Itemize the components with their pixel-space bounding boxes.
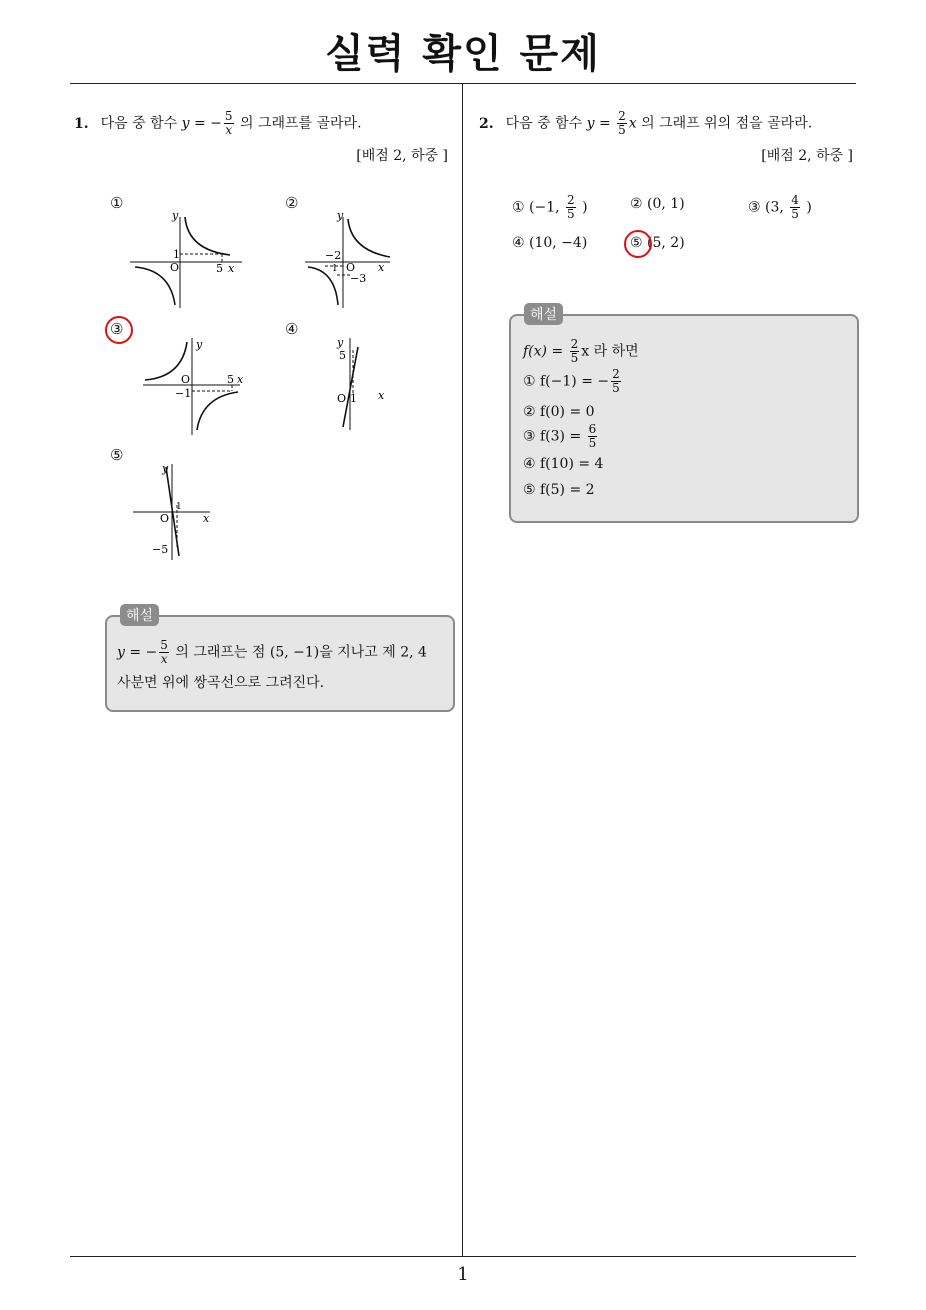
axis-x-label: x	[203, 512, 210, 525]
tick-label: −5	[152, 543, 169, 556]
tick-label: 5	[227, 373, 234, 386]
choice-2: ② (0, 1)	[630, 196, 685, 212]
graph-option-4	[330, 335, 400, 440]
solution-line-6: ⑤ f(5) = 2	[523, 482, 595, 498]
axis-y-label: y	[162, 462, 169, 475]
origin-label: O	[160, 512, 170, 525]
graph-option-5	[130, 462, 220, 562]
tick-label: 1	[332, 264, 338, 274]
equation-lhs: y = −	[181, 115, 222, 132]
option-label-1: ①	[110, 194, 124, 212]
origin-label: O	[170, 261, 180, 274]
choice-5: ⑤ (5, 2)	[630, 235, 685, 251]
question-meta: [배점 2, 하중 ]	[356, 148, 448, 164]
option-label-5: ⑤	[110, 446, 124, 464]
solution-line-2: ① f(−1) = − $\frac{2}{5}$	[523, 367, 620, 395]
graph-option-2	[305, 205, 425, 310]
fraction: $\frac{5}{x}$	[224, 109, 233, 137]
solution-box-1	[105, 615, 455, 712]
question-2	[479, 110, 812, 137]
tick-label: 5	[216, 262, 223, 275]
page-title: 실력 확인 문제	[325, 31, 601, 77]
question-number: 1.	[74, 115, 89, 132]
graph-option-1	[130, 205, 250, 310]
solution-line-5: ④ f(10) = 4	[523, 456, 604, 472]
header-divider	[70, 83, 856, 84]
question-text-post: 의 그래프 위의 점을 골라라.	[636, 115, 813, 132]
column-divider	[462, 84, 463, 1257]
axis-x-label: x	[228, 262, 235, 275]
axis-x-label: x	[237, 373, 244, 386]
axis-y-label: y	[196, 338, 203, 351]
tick-label: −1	[175, 387, 192, 400]
choice-1: ① (−1, $\frac{2}{5}$ )	[512, 193, 588, 221]
option-label-2: ②	[285, 194, 299, 212]
question-number: 2.	[479, 115, 494, 132]
tick-label: 1	[173, 248, 180, 261]
solution-line-1: f(x) = $\frac{2}{5}$ x 라 하면	[523, 337, 639, 365]
solution-box-2	[509, 314, 859, 523]
axis-y-label: y	[172, 209, 179, 222]
tick-label: 1	[350, 392, 357, 405]
solution-line-2: 사분면 위에 쌍곡선으로 그려진다.	[117, 675, 325, 691]
solution-tag: 해설	[120, 604, 159, 626]
solution-tag: 해설	[524, 303, 563, 325]
question-meta: [배점 2, 하중 ]	[761, 148, 853, 164]
page-number: 1	[457, 1264, 469, 1285]
axis-x-label: x	[378, 389, 385, 402]
tick-label: −3	[350, 272, 367, 285]
axis-y-label: y	[337, 209, 344, 222]
axis-y-label: y	[337, 336, 344, 349]
origin-label: O	[337, 392, 347, 405]
option-label-4: ④	[285, 320, 299, 338]
footer-divider	[70, 1256, 856, 1257]
choice-3: ③ (3, $\frac{4}{5}$ )	[748, 193, 812, 221]
question-text: 다음 중 함수	[100, 115, 182, 132]
choice-4: ④ (10, −4)	[512, 235, 588, 251]
solution-line-4: ③ f(3) = $\frac{6}{5}$	[523, 422, 597, 450]
question-text: 다음 중 함수	[505, 115, 587, 132]
option-label-3: ③	[110, 320, 124, 338]
solution-line-3: ② f(0) = 0	[523, 404, 595, 420]
answer-mark-circle	[624, 230, 652, 258]
origin-label: O	[346, 261, 356, 274]
origin-label: O	[181, 373, 191, 386]
axis-x-label: x	[378, 261, 385, 274]
equation-lhs: y =	[586, 115, 616, 132]
solution-line-1: y = − $\frac{5}{x}$ 의 그래프는 점 (5, −1)을 지나고 제 2, 4	[117, 638, 427, 666]
tick-label: −2	[325, 249, 342, 262]
equation-var: x	[628, 115, 637, 132]
answer-mark-circle	[105, 316, 133, 344]
tick-label: 5	[339, 349, 346, 362]
tick-label: 1	[176, 502, 182, 512]
fraction: $\frac{2}{5}$	[618, 109, 626, 137]
question-1	[74, 110, 362, 137]
graph-option-3	[140, 335, 260, 440]
question-text-post: 의 그래프를 골라라.	[235, 115, 362, 132]
